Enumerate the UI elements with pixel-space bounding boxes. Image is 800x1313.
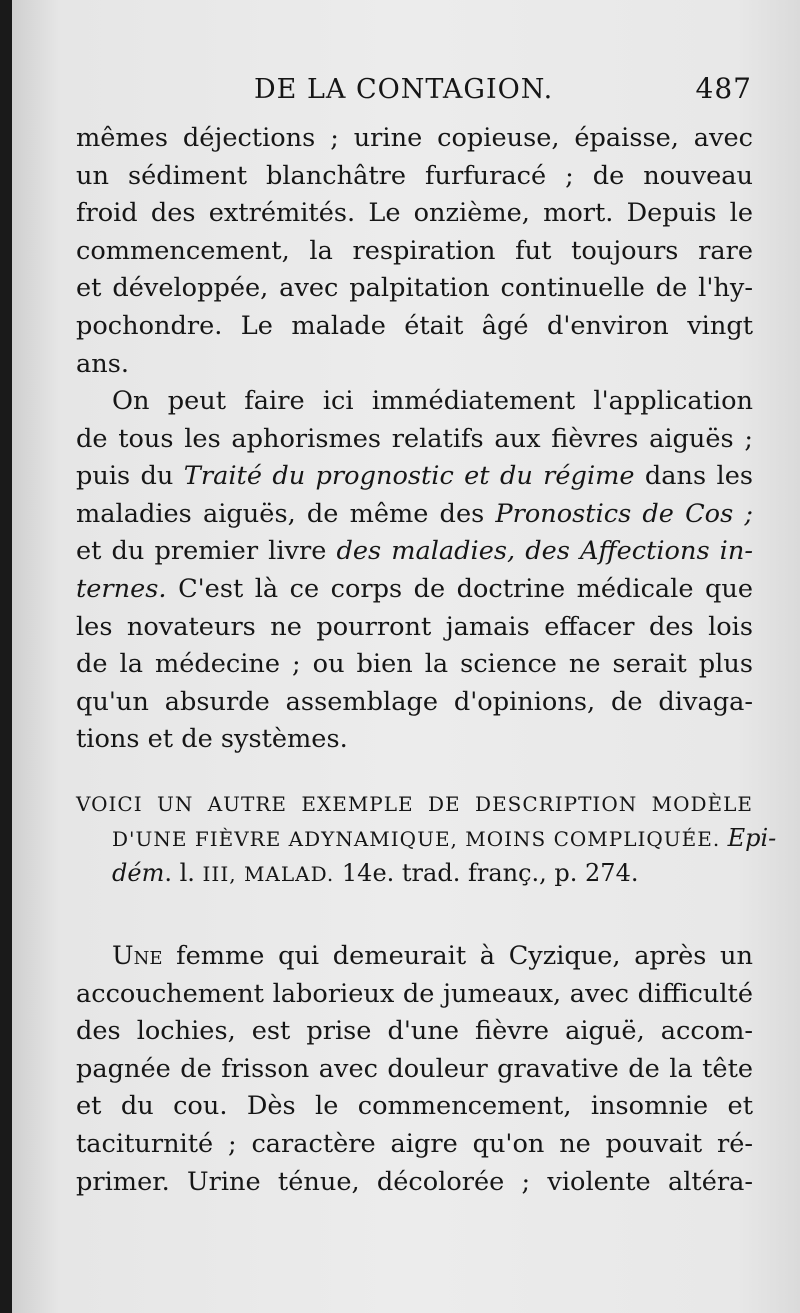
text-line [76,458,753,496]
book-title-italic: Traité du prognostic et du régime [183,461,635,492]
text-line: On peut faire ici immédiatement l'application [112,386,753,416]
text-line [76,533,753,571]
text-line: froid des extrémités. Le onzième, mort. Depuis le [76,198,753,229]
text-line: de la médecine ; ou bien la science ne serait plus [76,649,753,680]
paragraph-application [76,383,753,759]
heading-segment-italic: dém [112,859,165,887]
heading-segment: . l. [164,859,203,887]
text-line: accouchement laborieux de jumeaux, avec difficulté [76,978,753,1009]
paragraph-continuation [76,120,753,383]
page-number: 487 [695,72,752,105]
running-title: DE LA CONTAGION. [254,74,554,105]
section-heading [76,787,777,891]
text-line [76,571,753,609]
book-page [12,0,800,1313]
heading-line [76,856,753,891]
heading-line: VOICI UN AUTRE EXEMPLE DE DESCRIPTION MODÈLE [76,792,753,816]
page-header [72,74,752,114]
text-line: tions et de systèmes. [76,724,348,755]
text-segment: puis du [76,461,184,492]
text-line: ans. [76,348,130,379]
text-segment: maladies aiguës, de même des [76,498,496,529]
text-line: mêmes déjections ; urine copieuse, épaisse, avec [76,123,753,153]
text-line: pochondre. Le malade était âgé d'environ vingt [76,310,753,341]
text-segment: femme qui demeurait à Cyzique, après un [162,941,753,971]
heading-segment: 14e. trad. franç., p. 274. [334,859,639,887]
text-line: commencement, la respiration fut toujours rare [76,235,753,266]
text-line: des lochies, est prise d'une fièvre aiguë, accom- [76,1016,753,1047]
text-segment: et du premier livre [76,536,337,567]
text-segment: dans les [634,461,753,492]
text-line: pagnée de frisson avec douleur gravative de la tête [76,1053,753,1084]
initial-word: Une [112,941,163,971]
book-title-italic: ternes. [76,573,167,604]
paragraph-case-description [76,938,753,1201]
text-segment: C'est là ce corps de doctrine médicale que [166,573,753,604]
text-line: taciturnité ; caractère aigre qu'on ne pouvait ré- [76,1128,753,1159]
heading-segment: III, MALAD. [202,862,335,886]
text-line: qu'un absurde assemblage d'opinions, de divaga- [76,686,753,717]
text-line: les novateurs ne pourront jamais effacer des lois [76,611,753,642]
text-line: primer. Urine ténue, décolorée ; violente altéra- [76,1166,753,1197]
text-line: et développée, avec palpitation continuelle de l'hy- [76,273,753,304]
heading-segment-italic: Epi- [727,824,777,852]
text-line [76,496,753,534]
text-line [76,938,753,976]
book-title-italic: Pronostics de Cos ; [495,498,753,529]
book-title-italic: des maladies, des Affections in- [336,536,753,567]
text-line: et du cou. Dès le commencement, insomnie et [76,1091,753,1122]
text-line: de tous les aphorismes relatifs aux fièvres aiguës ; [76,423,753,454]
text-line: un sédiment blanchâtre furfuracé ; de nouveau [76,160,753,191]
heading-segment: D'UNE FIÈVRE ADYNAMIQUE, MOINS COMPLIQUÉE. [112,827,728,851]
heading-line [76,821,777,856]
